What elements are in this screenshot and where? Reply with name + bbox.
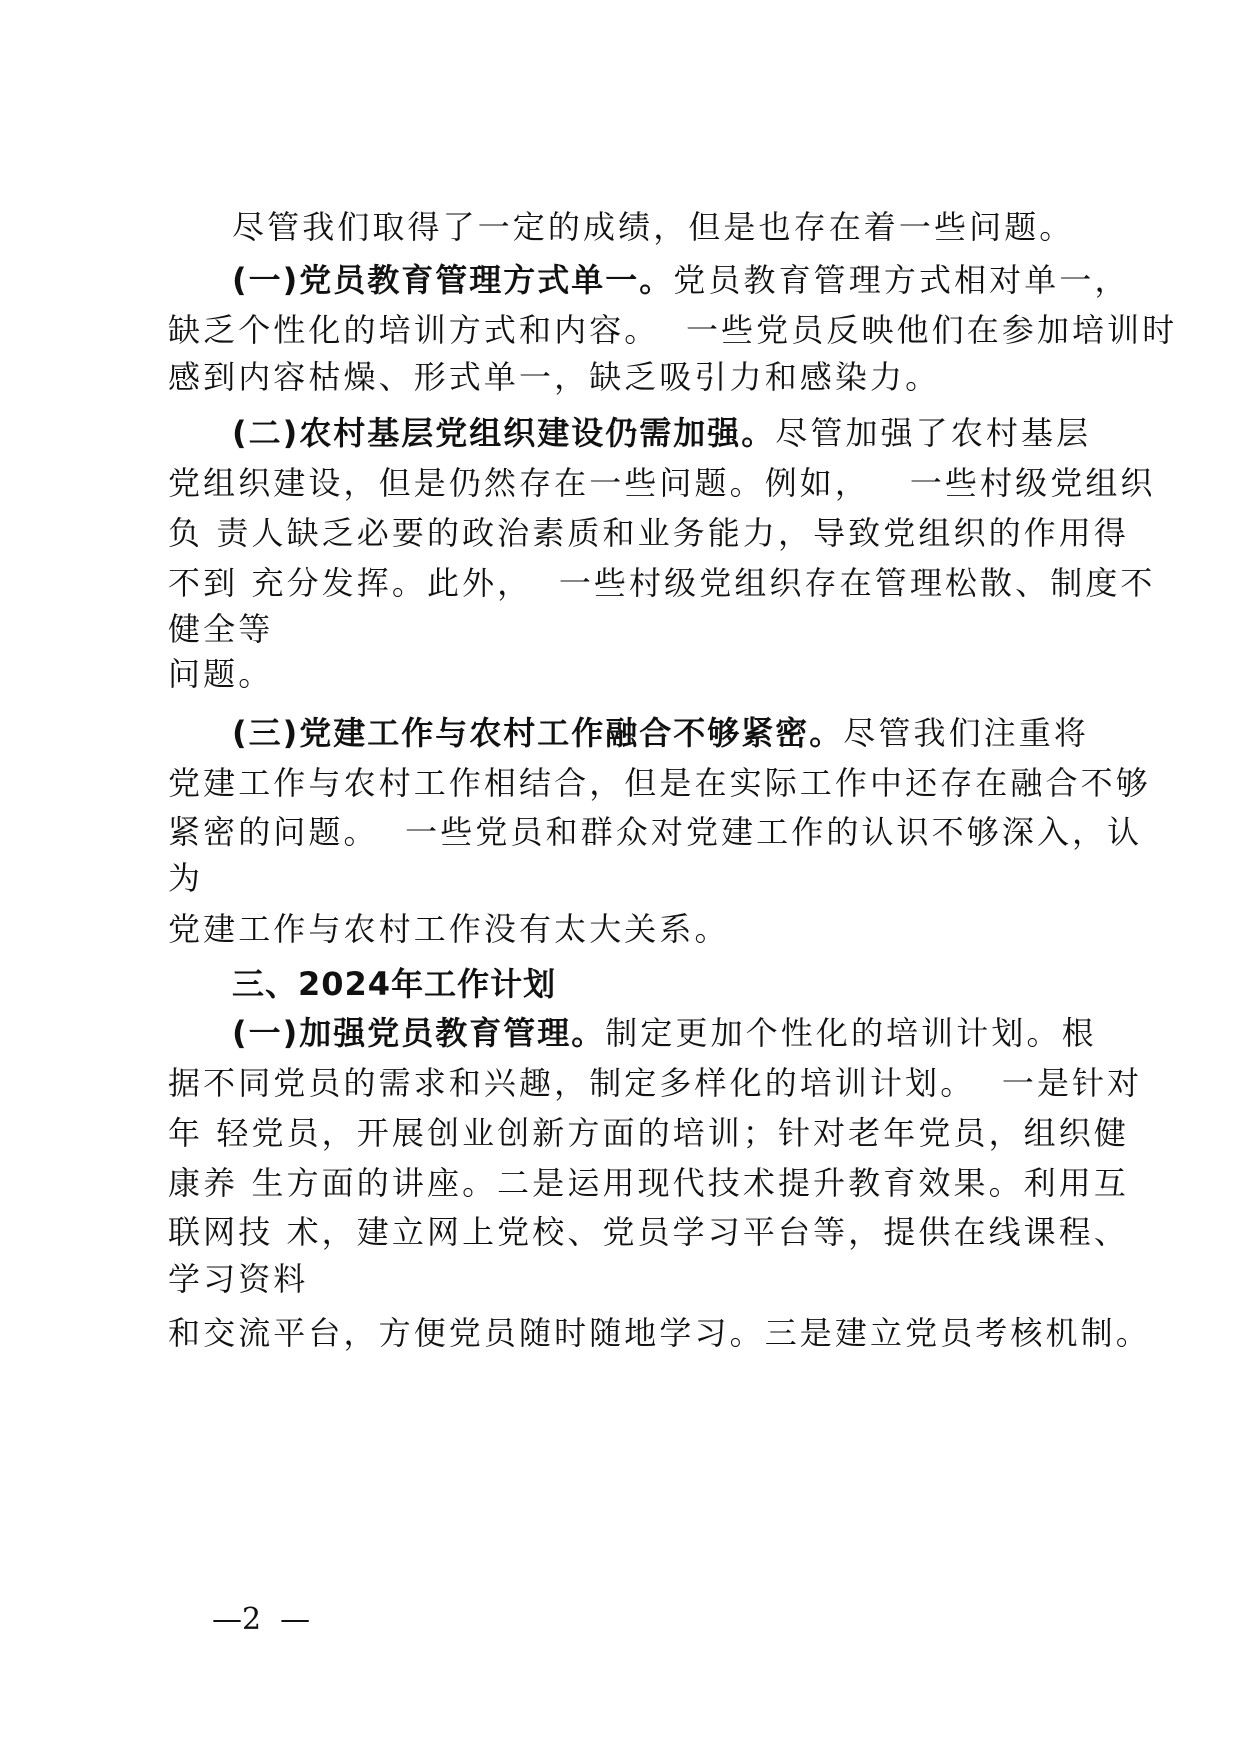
para-2-line-4: 不到 充分发挥。此外， 一些村级党组织存在管理松散、制度不 [168,564,1156,602]
para-2-line-2: 党组织建设，但是仍然存在一些问题。例如， 一些村级党组织 [168,464,1156,502]
para-2-line-5: 健全等 [168,610,274,648]
para-3-text: 尽管我们注重将 [843,714,1089,752]
para-2-heading: (二)农村基层党组织建设仍需加强。 [232,414,776,452]
para-2-text: 尽管加强了农村基层 [775,414,1092,452]
para-3-line-5: 党建工作与农村工作没有太大关系。 [168,910,730,948]
para-4-line-7: 和交流平台，方便党员随时随地学习。三是建立党员考核机制。 [168,1314,1151,1352]
page-number: —2 — [212,1602,311,1637]
para-2-line-6: 问题。 [168,655,274,693]
para-1-text: 党员教育管理方式相对单一， [673,261,1130,299]
para-4-heading: (一)加强党员教育管理。 [232,1014,606,1052]
section-heading: 三、2024年工作计划 [232,965,557,1003]
para-3-line-1 [232,713,1089,753]
intro-line: 尽管我们取得了一定的成绩，但是也存在着一些问题。 [232,208,1075,246]
para-1-heading: (一)党员教育管理方式单一。 [232,261,674,299]
para-3-line-4: 为 [168,859,204,897]
para-4-line-4: 康养 生方面的讲座。二是运用现代技术提升教育效果。利用互 [168,1164,1129,1202]
para-2-line-3: 负 责人缺乏必要的政治素质和业务能力，导致党组织的作用得 [168,514,1129,552]
para-1-line-2: 缺乏个性化的培训方式和内容。 一些党员反映他们在参加培训时 [168,311,1178,349]
para-4-line-2: 据不同党员的需求和兴趣，制定多样化的培训计划。 一是针对 [168,1064,1143,1102]
para-2-line-1 [232,413,1091,453]
para-3-heading: (三)党建工作与农村工作融合不够紧密。 [232,714,844,752]
para-4-line-6: 学习资料 [168,1260,309,1298]
para-1-line-3: 感到内容枯燥、形式单一，缺乏吸引力和感染力。 [168,358,941,396]
para-4-line-3: 年 轻党员，开展创业创新方面的培训；针对老年党员，组织健 [168,1114,1129,1152]
para-4-text: 制定更加个性化的培训计划。根 [605,1014,1097,1052]
para-1-line-1 [232,260,1130,300]
para-4-line-5: 联网技 术，建立网上党校、党员学习平台等，提供在线课程、 [168,1213,1129,1251]
para-3-line-2: 党建工作与农村工作相结合，但是在实际工作中还存在融合不够 [168,764,1151,802]
para-3-line-3: 紧密的问题。 一些党员和群众对党建工作的认识不够深入，认 [168,813,1143,851]
para-4-line-1 [232,1013,1097,1053]
